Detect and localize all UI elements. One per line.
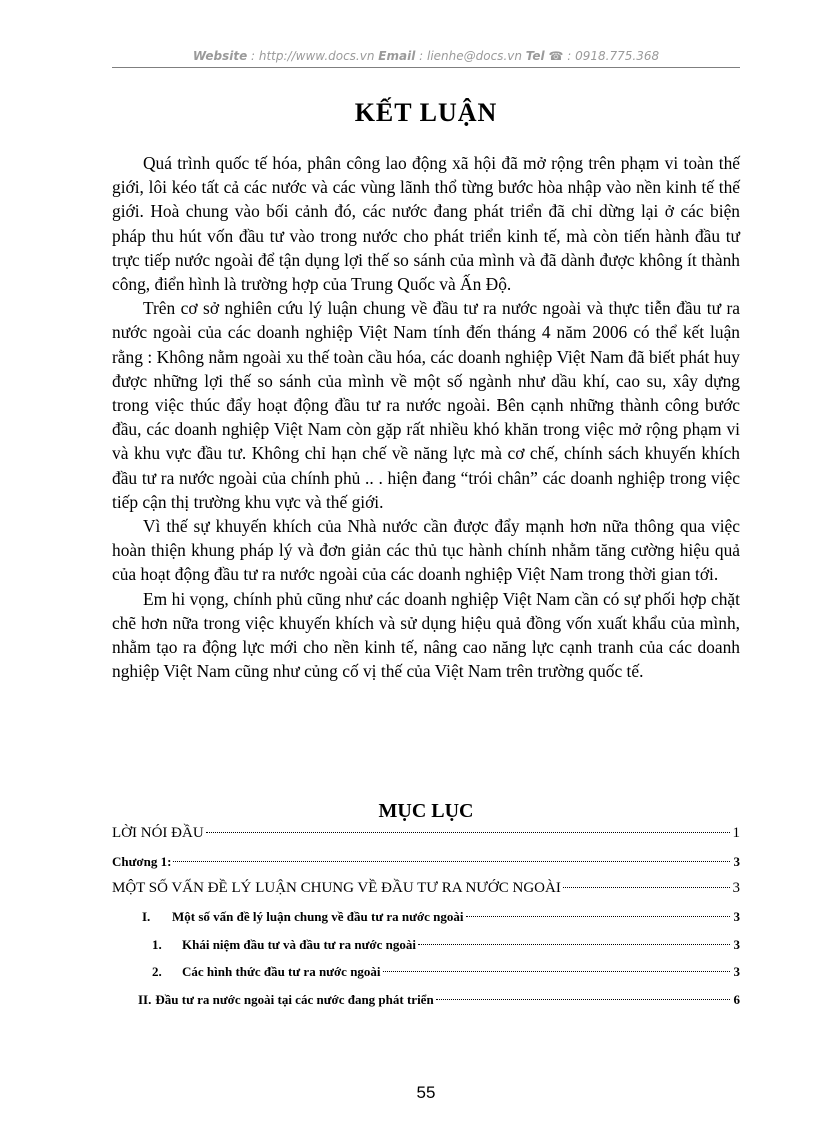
conclusion-body — [112, 151, 740, 683]
paragraph: Trên cơ sở nghiên cứu lý luận chung về đầu tư ra nước ngoài và thực tiễn đầu tư ra nước ngoài của các doanh nghiệp Việt Nam tính đến tháng 4 năm 2006 có thể kết luận rằng : Không nằm ngoài xu thế toàn cầu hóa, các doanh nghiệp Việt Nam đã biết phát huy được những lợi thế so sánh của mình về một số ngành như dầu khí, cao su, xây dựng trong việc thúc đẩy hoạt động đầu tư ra nước ngoài. Bên cạnh những thành công bước đầu, các doanh nghiệp Việt Nam còn gặp rất nhiều khó khăn trong việc mở rộng phạm vi và khu vực đầu tư. Không chỉ hạn chế về năng lực mà cơ chế, chính sách khuyến khích đầu tư ra nước ngoài của chính phủ .. . hiện đang “trói chân” các doanh nghiệp trong việc tiếp cận thị trường khu vực và thế giới. — [112, 298, 740, 512]
toc-entry-page: 3 — [733, 853, 740, 869]
email-value: : lienhe@docs.vn — [415, 49, 526, 63]
toc-entry-page: 3 — [733, 909, 740, 925]
toc-entry[interactable] — [112, 931, 740, 959]
toc-leader-dots — [383, 971, 730, 972]
toc-leader-dots — [173, 861, 730, 862]
toc-leader-dots — [563, 887, 730, 888]
toc-entry[interactable] — [112, 820, 740, 848]
toc-entry-label: LỜI NÓI ĐẦU — [112, 825, 204, 841]
toc-entry-label: MỘT SỐ VẤN ĐỀ LÝ LUẬN CHUNG VỀ ĐẦU TƯ RA NƯỚC NGOÀI — [112, 880, 561, 897]
toc-leader-dots — [418, 944, 730, 945]
toc-entry[interactable] — [112, 875, 740, 903]
toc-entry-page: 6 — [733, 992, 740, 1008]
website-value: : http://www.docs.vn — [247, 49, 379, 63]
toc-entry[interactable] — [112, 986, 740, 1014]
page-title: KẾT LUẬN — [354, 98, 498, 127]
toc-entry-page: 3 — [733, 936, 740, 952]
toc-entry-number: 1. — [152, 936, 162, 952]
toc-entry-page: 3 — [733, 964, 740, 980]
paragraph: Em hi vọng, chính phủ cũng như các doanh nghiệp Việt Nam cần có sự phối hợp chặt chẽ hơn nữa trong việc khuyến khích và sử dụng hiệu quả đồng vốn xuất khẩu của mình, nhằm tạo ra động lực mới cho nền kinh tế, nâng cao năng lực cạnh tranh của các doanh nghiệp Việt Nam cũng như củng cố vị thế của Việt Nam trên trường quốc tế. — [112, 588, 740, 682]
toc-entry[interactable] — [112, 958, 740, 986]
tel-label: Tel — [525, 49, 545, 63]
toc-entry-number: I. — [142, 909, 151, 925]
toc-entry-label: Một số vấn đề lý luận chung về đầu tư ra nước ngoài — [172, 909, 464, 925]
toc-title: MỤC LỤC — [378, 800, 474, 822]
toc-entry[interactable] — [112, 903, 740, 931]
email-label: Email — [378, 49, 416, 63]
toc-entry-label: Đầu tư ra nước ngoài tại các nước đang phát triển — [155, 992, 434, 1008]
page-header — [112, 45, 740, 67]
toc-entry-number: II. — [138, 992, 152, 1008]
toc-entry-page: 3 — [732, 880, 740, 897]
toc-entry-label: Các hình thức đầu tư ra nước ngoài — [182, 964, 381, 980]
tel-value: : 0918.775.368 — [563, 49, 660, 63]
toc-entry-page: 1 — [732, 825, 740, 841]
header-divider — [112, 67, 740, 68]
website-label: Website — [192, 49, 248, 63]
toc-entry-number: 2. — [152, 964, 162, 980]
toc-entry-label: Khái niệm đầu tư và đầu tư ra nước ngoài — [182, 936, 416, 952]
paragraph: Quá trình quốc tế hóa, phân công lao động xã hội đã mở rộng trên phạm vi toàn thế giới, lôi kéo tất cả các nước và các vùng lãnh thổ từng bước hòa nhập vào nền kinh tế thế giới. Hoà chung vào bối cảnh đó, các nước đang phát triển đã chỉ dừng lại ở các biện pháp thu hút vốn đầu tư vào trong nước cho phát triển kinh tế, mà còn tiến hành đầu tư trực tiếp nước ngoài để tận dụng lợi thế so sánh của mình và đã dành được không ít thành công, điển hình là trường hợp của Trung Quốc và Ấn Độ. — [112, 153, 740, 295]
toc-leader-dots — [206, 832, 730, 833]
page-number: 55 — [416, 1083, 436, 1102]
table-of-contents — [112, 820, 740, 1014]
phone-icon: ☎ — [548, 49, 564, 63]
toc-leader-dots — [466, 916, 730, 917]
toc-entry[interactable] — [112, 848, 740, 876]
toc-entry-label: Chương 1: — [112, 853, 172, 869]
toc-leader-dots — [436, 999, 730, 1000]
paragraph: Vì thế sự khuyến khích của Nhà nước cần được đẩy mạnh hơn nữa thông qua việc hoàn thiện khung pháp lý và đơn giản các thủ tục hành chính nhằm tăng cường hiệu quả của hoạt động đầu tư ra nước ngoài của các doanh nghiệp Việt Nam trong thời gian tới. — [112, 516, 740, 585]
